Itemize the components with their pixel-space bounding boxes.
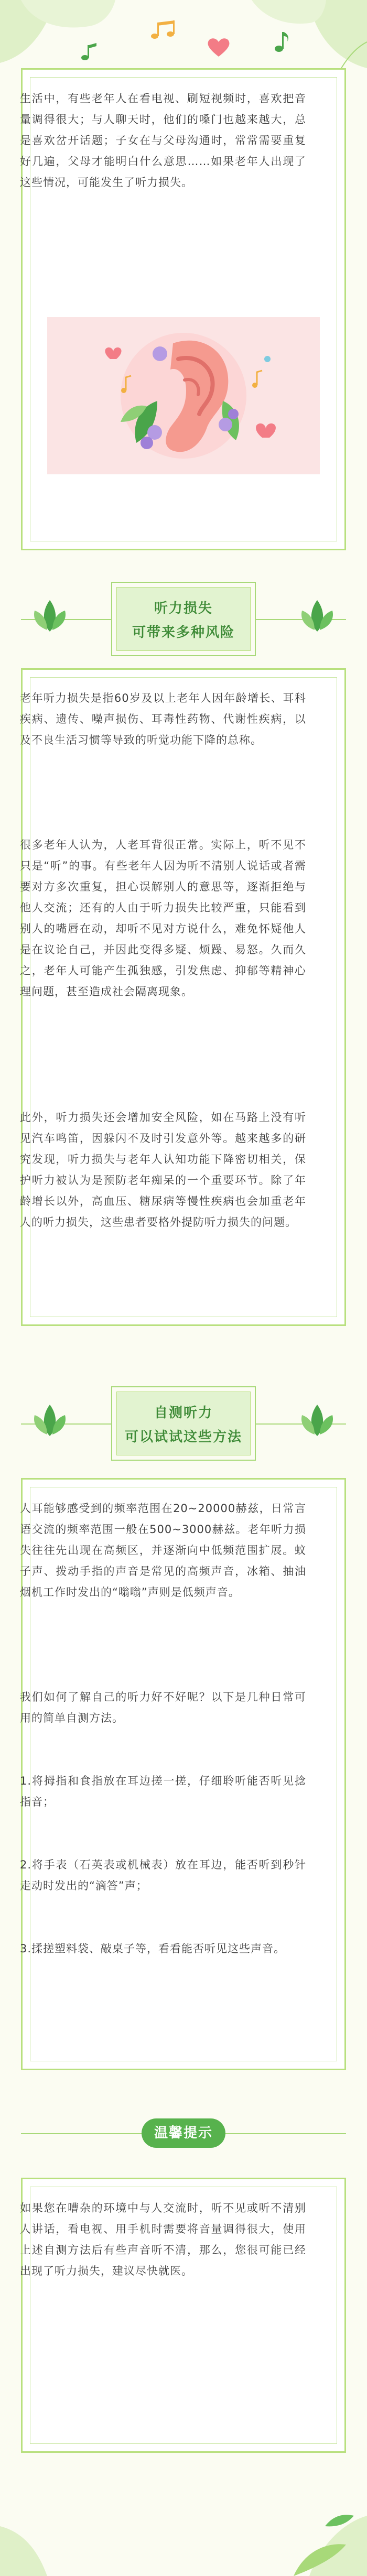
ear-illustration <box>47 317 320 474</box>
section1-paragraph-3: 此外，听力损失还会增加安全风险，如在马路上没有听见汽车鸣笛，因躲闪不及时引发意外等。越来越多的研究发现，听力损失与老年人认知功能下降密切相关，保护听力被认为是预防老年痴呆的一个重要环节。除了年龄增长以外，高血压、糖尿病等慢性疾病也会加重老年人的听力损失，这些患者要格外提防听力损失的问题。 <box>20 1111 306 1229</box>
section1-header <box>111 582 256 656</box>
section2-title-line2: 可以试试这些方法 <box>124 1429 242 1445</box>
leaf-icon <box>299 1402 336 1439</box>
leaf-icon <box>31 1402 68 1439</box>
section2-method-1: 1.将拇指和食指放在耳边搓一搓，仔细聆听能否听见捻指音； <box>20 1775 306 1808</box>
section2-paragraph-1: 人耳能够感受到的频率范围在20~20000赫兹，日常言语交流的频率范围一般在500~3000赫兹。老年听力损失往往先出现在高频区，并逐渐向中低频范围扩展。蚊子声、拨动手指的声音是常见的高频声音，冰箱、抽油烟机工作时发出的“嗡嗡”声则是低频声音。 <box>20 1502 306 1599</box>
bottom-leaf-decoration <box>0 2495 367 2576</box>
section1-title-line2: 可带来多种风险 <box>132 625 235 640</box>
section2-title-line1: 自测听力 <box>154 1405 213 1421</box>
tip-text: 如果您在嘈杂的环境中与人交流时，听不见或听不清别人讲话，看电视、用手机时需要将音量调得很大，使用上述自测方法后有些声音听不清，那么，您很可能已经出现了听力损失，建议尽快就医。 <box>20 2202 306 2277</box>
leaf-icon <box>299 597 336 634</box>
section2-paragraph-2: 我们如何了解自己的听力好不好呢？以下是几种日常可用的简单自测方法。 <box>20 1691 306 1724</box>
music-note-icon <box>79 42 100 63</box>
leaf-icon <box>31 597 68 634</box>
section1-paragraph-1: 老年听力损失是指60岁及以上老年人因年龄增长、耳科疾病、遗传、噪声损伤、耳毒性药物、代谢性疾病，以及不良生活习惯等导致的听觉功能下降的总称。 <box>20 692 306 746</box>
music-note-icon <box>273 29 292 54</box>
heart-icon <box>207 37 230 58</box>
music-note-icon <box>149 18 179 41</box>
section2-header <box>111 1386 256 1461</box>
intro-text: 生活中，有些老年人在看电视、刷短视频时，喜欢把音量调得很大；与人聊天时，他们的嗓门也越来越大，总是喜欢岔开话题；子女在与父母沟通时，常常需要重复好几遍，父母才能明白什么意思……如果老年人出现了这些情况，可能发生了听力损失。 <box>20 92 306 189</box>
section1-paragraph-2: 很多老年人认为，人老耳背很正常。实际上，听不见不只是“听”的事。有些老年人因为听不清别人说话或者需要对方多次重复，担心误解别人的意思等，逐渐拒绝与他人交流；还有的人由于听力损失比较严重，只能看到别人的嘴唇在动，却听不见对方说什么，难免怀疑他人是在议论自己，并因此变得多疑、烦躁、易怒。久而久之，老年人可能产生孤独感，引发焦虑、抑郁等精神心理问题，甚至造成社会隔离现象。 <box>20 839 306 998</box>
section2-method-3: 3.揉搓塑料袋、敲桌子等，看看能否听见这些声音。 <box>20 1942 286 1955</box>
top-leaf-decoration <box>0 0 367 73</box>
section1-title-line1: 听力损失 <box>154 601 213 616</box>
section2-method-2: 2.将手表（石英表或机械表）放在耳边，能否听到秒针走动时发出的“滴答”声； <box>20 1858 306 1892</box>
tip-badge: 温馨提示 <box>142 2118 225 2148</box>
